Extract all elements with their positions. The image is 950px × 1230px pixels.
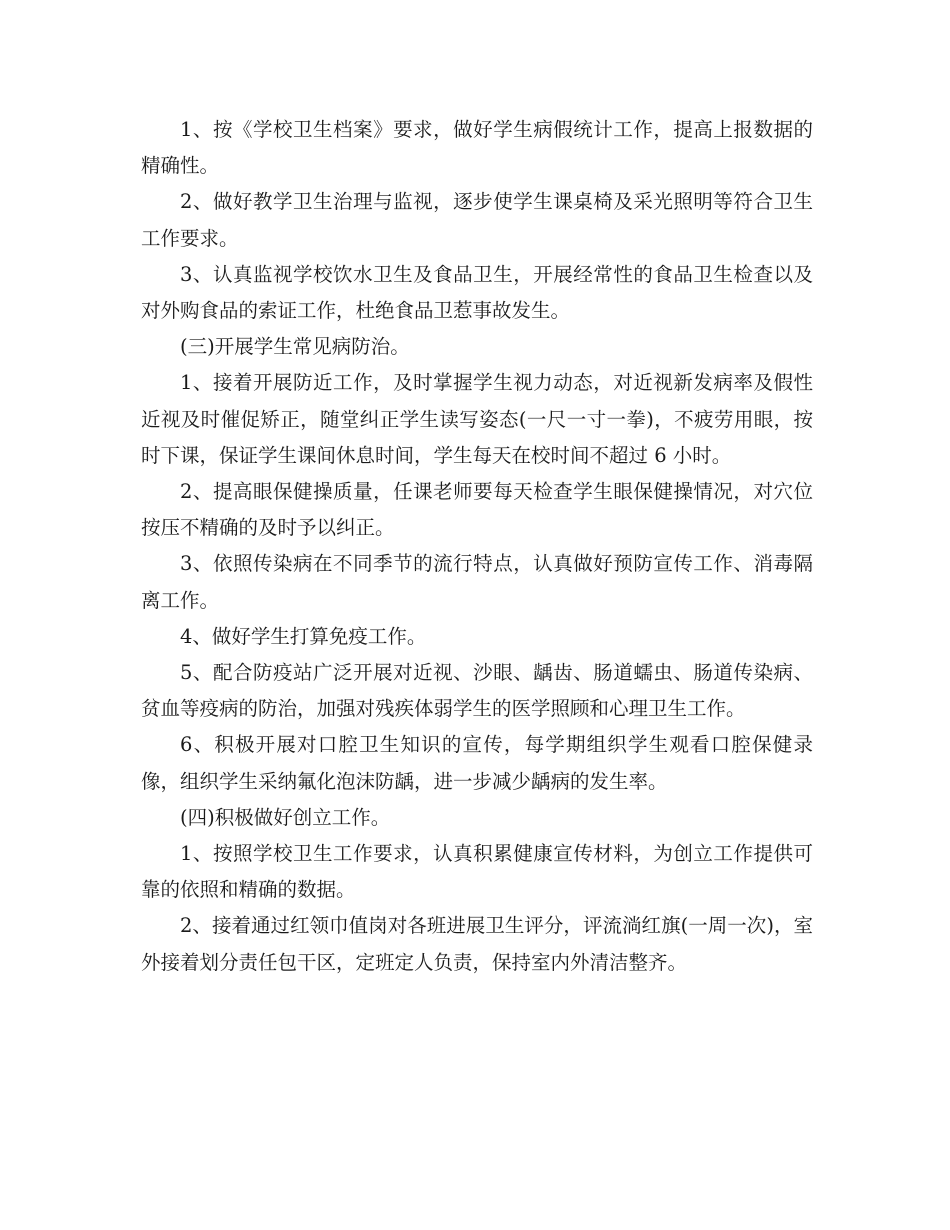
paragraph-4: 1、接着开展防近工作，及时掌握学生视力动态，对近视新发病率及假性近视及时催促矫正，随堂纠正学生读写姿态(一尺一寸一拳)，不疲劳用眼，按时下课，保证学生课间休息时间，学生每天在校时间不超过 6 小时。 [141, 371, 813, 467]
paragraph-5: 2、提高眼保健操质量，任课老师要每天检查学生眼保健操情况，对穴位按压不精确的及时予以纠正。 [141, 480, 813, 540]
paragraph-1: 1、按《学校卫生档案》要求，做好学生病假统计工作，提高上报数据的精确性。 [141, 118, 813, 178]
section-heading-3: (三)开展学生常见病防治。 [180, 335, 410, 359]
paragraph-8: 5、配合防疫站广泛开展对近视、沙眼、龋齿、肠道蠕虫、肠道传染病、贫血等疫病的防治，加强对残疾体弱学生的医学照顾和心理卫生工作。 [141, 661, 813, 721]
paragraph-10: 1、按照学校卫生工作要求，认真积累健康宣传材料，为创立工作提供可靠的依照和精确的数据。 [141, 842, 813, 902]
paragraph-2: 2、做好教学卫生治理与监视，逐步使学生课桌椅及采光照明等符合卫生工作要求。 [141, 190, 813, 250]
paragraph-6: 3、依照传染病在不同季节的流行特点，认真做好预防宣传工作、消毒隔离工作。 [141, 552, 813, 612]
paragraph-3: 3、认真监视学校饮水卫生及食品卫生，开展经常性的食品卫生检查以及对外购食品的索证工作，杜绝食品卫惹事故发生。 [141, 262, 813, 323]
paragraph-7: 4、做好学生打算免疫工作。 [180, 624, 427, 648]
paragraph-9: 6、积极开展对口腔卫生知识的宣传，每学期组织学生观看口腔保健录像，组织学生采纳氟化泡沫防龋，进一步减少龋病的发生率。 [141, 733, 813, 793]
section-heading-4: (四)积极做好创立工作。 [180, 805, 391, 829]
document-body [141, 112, 813, 981]
paragraph-11: 2、接着通过红领巾值岗对各班进展卫生评分，评流淌红旗(一周一次)，室外接着划分责任包干区，定班定人负责，保持室内外清洁整齐。 [141, 914, 813, 974]
